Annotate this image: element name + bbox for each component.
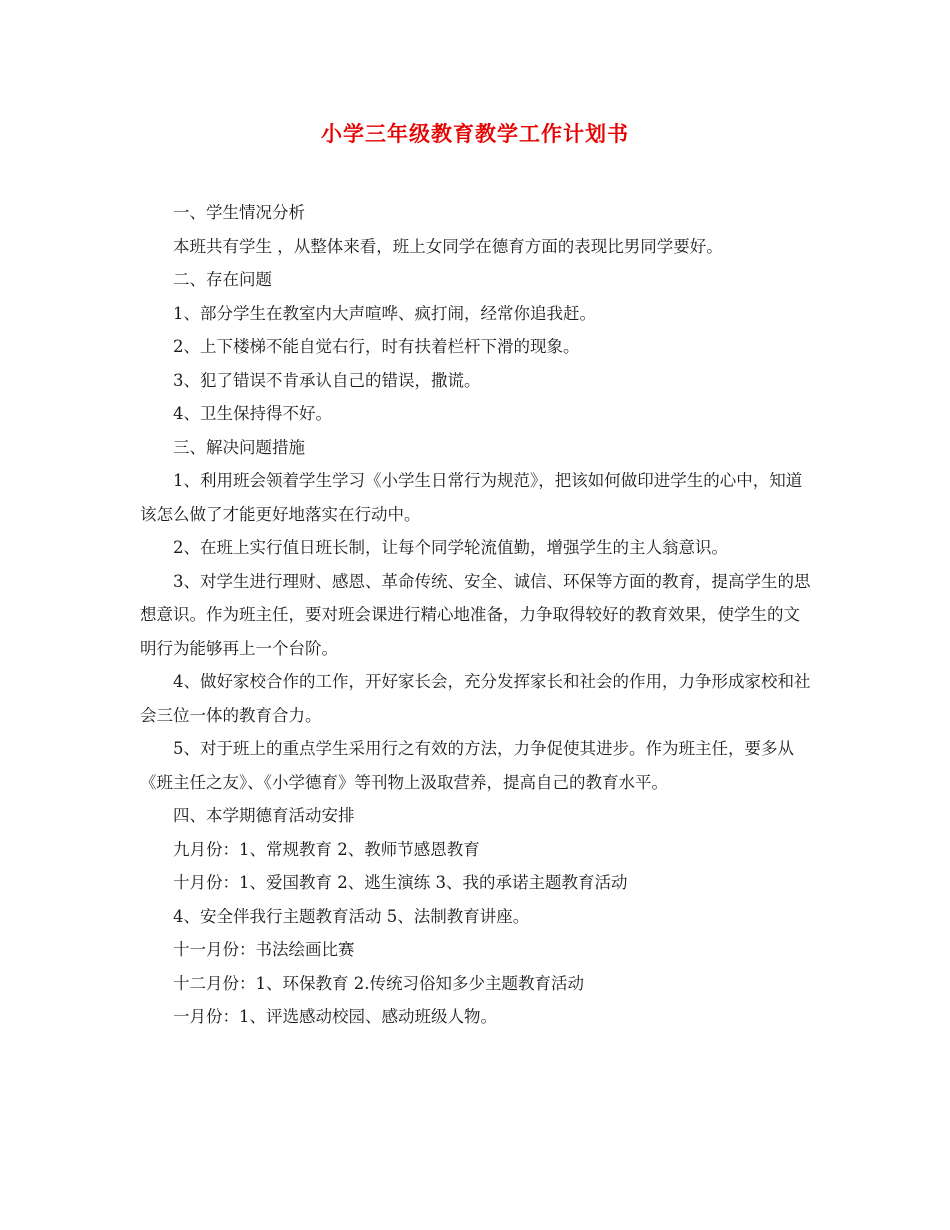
paragraph: 4、安全伴我行主题教育活动 5、法制教育讲座。: [173, 906, 530, 926]
paragraph: 本班共有学生 ，从整体来看，班上女同学在德育方面的表现比男同学要好。: [173, 236, 723, 256]
paragraph: 4、卫生保持得不好。: [173, 404, 332, 423]
paragraph: 3、犯了错误不肯承认自己的错误，撒谎。: [173, 370, 481, 390]
paragraph: 十月份：1、爱国教育 2、逃生演练 3、我的承诺主题教育活动: [173, 873, 628, 892]
document-body: [140, 196, 816, 1034]
section-heading-2: 二、存在问题: [173, 270, 272, 289]
section-heading-4: 四、本学期德育活动安排: [173, 806, 355, 825]
paragraph: 1、部分学生在教室内大声喧哗、疯打闹，经常你追我赶。: [173, 303, 596, 323]
paragraph: 2、在班上实行值日班长制，让每个同学轮流值勤，增强学生的主人翁意识。: [173, 538, 728, 557]
paragraph: 十一月份：书法绘画比赛: [173, 940, 355, 959]
document-title: 小学三年级教育教学工作计划书: [321, 121, 629, 146]
paragraph: 1、利用班会领着学生学习《小学生日常行为规范》，把该如何做印进学生的心中，知道该怎么做了才能更好地落实在行动中。: [140, 471, 803, 524]
paragraph: 5、对于班上的重点学生采用行之有效的方法，力争促使其进步。作为班主任，要多从《班主任之友》、《小学德育》等刊物上汲取营养，提高自己的教育水平。: [140, 739, 794, 792]
paragraph: 4、做好家校合作的工作，开好家长会，充分发挥家长和社会的作用，力争形成家校和社会三位一体的教育合力。: [140, 672, 811, 725]
section-heading-3: 三、解决问题措施: [173, 437, 305, 457]
section-heading-1: 一、学生情况分析: [173, 203, 305, 222]
paragraph: 3、对学生进行理财、感恩、革命传统、安全、诚信、环保等方面的教育，提高学生的思想意识。作为班主任，要对班会课进行精心地准备，力争取得较好的教育效果，使学生的文明行为能够再上一个台阶。: [140, 571, 811, 658]
paragraph: 一月份：1、评选感动校园、感动班级人物。: [173, 1007, 497, 1026]
paragraph: 2、上下楼梯不能自觉右行，时有扶着栏杆下滑的现象。: [173, 337, 580, 356]
paragraph: 九月份：1、常规教育 2、教师节感恩教育: [173, 839, 480, 859]
paragraph: 十二月份：1、环保教育 2.传统习俗知多少主题教育活动: [173, 973, 584, 993]
